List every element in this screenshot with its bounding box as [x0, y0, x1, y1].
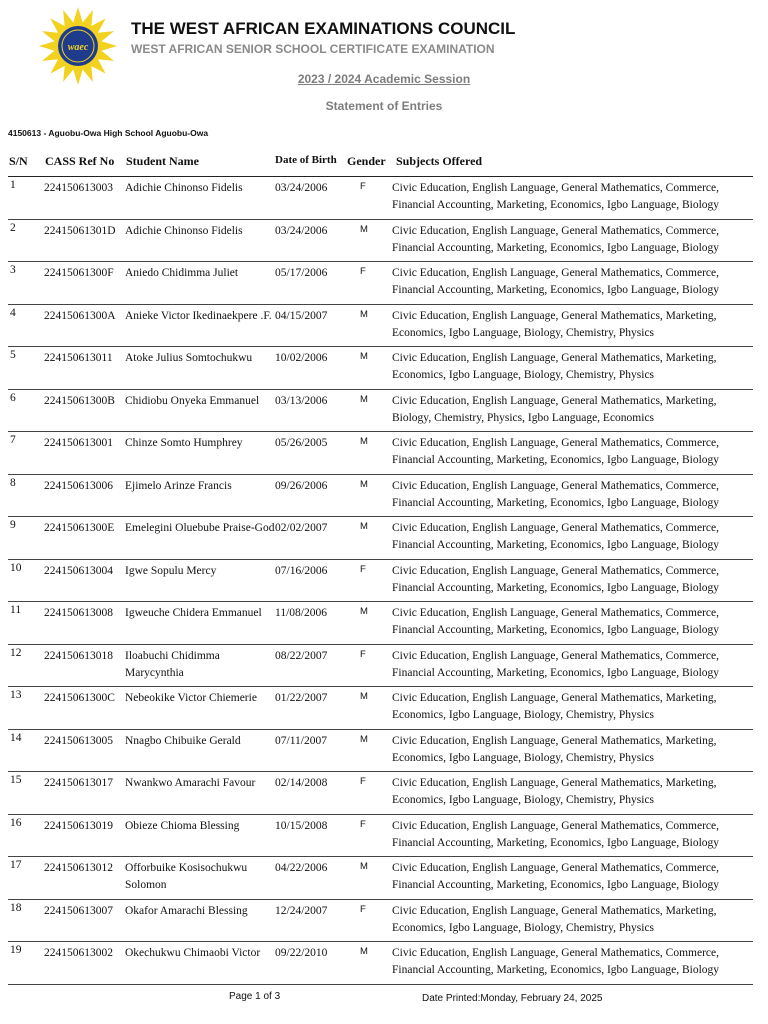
row-cass-ref: 22415061300A: [44, 309, 116, 322]
row-gender: M: [360, 393, 368, 405]
row-sn: 3: [10, 264, 16, 276]
row-student-name: Emelegini Oluebube Praise-God: [125, 522, 275, 534]
entries-table: [0, 177, 768, 985]
row-gender: M: [360, 946, 368, 957]
col-student-name: Student Name: [126, 154, 200, 168]
row-student-name: Nwankwo Amarachi Favour: [125, 777, 256, 789]
row-dob: 01/22/2007: [275, 692, 328, 704]
table-row: [8, 602, 753, 645]
page-number: Page 1 of 3: [229, 991, 281, 1002]
table-row: [8, 730, 753, 773]
row-sn: 17: [10, 859, 22, 871]
row-dob: 03/24/2006: [275, 182, 328, 194]
table-row: [8, 347, 753, 390]
row-dob: 03/13/2006: [275, 394, 328, 407]
row-student-name: Adichie Chinonso Fidelis: [125, 224, 243, 237]
row-cass-ref: 224150613019: [44, 819, 113, 832]
row-gender: M: [360, 521, 368, 532]
row-cass-ref: 224150613003: [44, 182, 113, 194]
row-subjects: Civic Education, English Language, General Mathematics, Commerce, Financial Accounting, Marketing, Economics, Igbo Language, Biology: [392, 862, 720, 891]
row-student-name: Igwe Sopulu Mercy: [125, 564, 217, 577]
table-row: [8, 857, 753, 900]
table-row: [8, 305, 753, 348]
table-header: [0, 154, 768, 176]
table-row: [8, 687, 753, 730]
row-gender: M: [360, 861, 368, 872]
row-dob: 05/17/2006: [275, 267, 328, 279]
col-subjects: Subjects Offered: [396, 154, 483, 168]
table-row: [8, 517, 753, 560]
row-sn: 6: [10, 391, 16, 404]
row-sn: 10: [10, 561, 22, 574]
row-gender: M: [360, 606, 368, 617]
row-dob: 07/11/2007: [275, 734, 327, 747]
row-student-name: Iloabuchi Chidimma Marycynthia: [125, 649, 220, 679]
row-student-name: Chinze Somto Humphrey: [125, 437, 243, 449]
row-sn: 5: [10, 349, 16, 361]
statement-title: Statement of Entries: [325, 99, 443, 113]
row-cass-ref: 224150613008: [44, 607, 113, 619]
row-dob: 08/22/2007: [275, 649, 328, 662]
table-row: [8, 772, 753, 815]
row-dob: 05/26/2005: [275, 437, 328, 449]
row-sn: 19: [10, 944, 22, 956]
row-cass-ref: 22415061300B: [44, 394, 115, 407]
row-subjects: Civic Education, English Language, General Mathematics, Marketing, Economics, Igbo Language, Biology, Chemistry, Physics: [392, 692, 717, 721]
council-title: THE WEST AFRICAN EXAMINATIONS COUNCIL: [131, 19, 516, 38]
table-row: [8, 475, 753, 518]
row-gender: M: [360, 691, 368, 702]
row-student-name: Aniedo Chidimma Juliet: [125, 267, 239, 279]
col-sn: S/N: [9, 154, 28, 168]
table-row: [8, 815, 753, 858]
row-dob: 04/22/2006: [275, 862, 328, 874]
row-gender: M: [360, 223, 368, 235]
row-dob: 02/14/2008: [275, 777, 328, 789]
row-dob: 04/15/2007: [275, 309, 328, 322]
row-sn: 15: [10, 774, 22, 786]
row-cass-ref: 224150613002: [44, 947, 113, 959]
row-subjects: Civic Education, English Language, General Mathematics, Commerce, Financial Accounting, Marketing, Economics, Igbo Language, Biology: [392, 819, 720, 849]
row-gender: F: [360, 648, 366, 660]
row-dob: 12/24/2007: [275, 904, 328, 917]
row-cass-ref: 22415061300E: [44, 522, 115, 534]
row-student-name: Ejimelo Arinze Francis: [125, 479, 232, 492]
col-gender: Gender: [347, 154, 386, 168]
row-subjects: Civic Education, English Language, General Mathematics, Commerce, Financial Accounting, Marketing, Economics, Igbo Language, Biology: [392, 437, 720, 466]
row-subjects: Civic Education, English Language, General Mathematics, Commerce, Financial Accounting, Marketing, Economics, Igbo Language, Biology: [392, 564, 720, 594]
row-sn: 8: [10, 476, 16, 489]
row-student-name: Okafor Amarachi Blessing: [125, 904, 248, 917]
row-student-name: Igweuche Chidera Emmanuel: [125, 607, 262, 619]
row-gender: M: [360, 478, 368, 490]
row-sn: 12: [10, 646, 22, 659]
table-row: [8, 390, 753, 433]
row-gender: F: [360, 563, 366, 575]
row-student-name: Okechukwu Chimaobi Victor: [125, 947, 261, 959]
table-row: [8, 432, 753, 475]
row-student-name: Nnagbo Chibuike Gerald: [125, 734, 241, 747]
row-subjects: Civic Education, English Language, General Mathematics, Marketing, Economics, Igbo Language, Biology, Chemistry, Physics: [392, 309, 717, 339]
row-cass-ref: 22415061300C: [44, 692, 115, 704]
date-printed: Date Printed:Monday, February 24, 2025: [422, 993, 603, 1004]
row-student-name: Obieze Chioma Blessing: [125, 819, 240, 832]
row-sn: 13: [10, 689, 22, 701]
row-sn: 11: [10, 604, 22, 616]
row-cass-ref: 224150613004: [44, 564, 113, 577]
row-student-name: Nebeokike Victor Chiemerie: [125, 692, 257, 704]
row-gender: M: [360, 733, 368, 745]
row-subjects: Civic Education, English Language, General Mathematics, Marketing, Biology, Chemistry, Physics, Igbo Language, Economics: [392, 394, 717, 424]
row-dob: 03/24/2006: [275, 224, 328, 237]
table-row: [8, 942, 753, 985]
row-dob: 11/08/2006: [275, 607, 327, 619]
row-student-name: Anieke Victor Ikedinaekpere .F.: [125, 309, 272, 322]
row-gender: F: [360, 776, 366, 787]
row-subjects: Civic Education, English Language, General Mathematics, Commerce, Financial Accounting, Marketing, Economics, Igbo Language, Biology: [392, 182, 720, 211]
row-subjects: Civic Education, English Language, General Mathematics, Marketing, Economics, Igbo Language, Biology, Chemistry, Physics: [392, 777, 717, 806]
row-subjects: Civic Education, English Language, General Mathematics, Commerce, Financial Accounting, Marketing, Economics, Igbo Language, Biology: [392, 224, 720, 254]
row-sn: 4: [10, 306, 16, 319]
row-sn: 16: [10, 816, 22, 829]
row-subjects: Civic Education, English Language, General Mathematics, Commerce, Financial Accounting, Marketing, Economics, Igbo Language, Biology: [392, 522, 720, 551]
exam-subtitle: WEST AFRICAN SENIOR SCHOOL CERTIFICATE EXAMINATION: [131, 42, 495, 56]
row-subjects: Civic Education, English Language, General Mathematics, Marketing, Economics, Igbo Language, Biology, Chemistry, Physics: [392, 352, 717, 381]
table-row: [8, 560, 753, 603]
row-gender: M: [360, 436, 368, 447]
table-row: [8, 220, 753, 263]
row-gender: F: [360, 903, 366, 915]
row-subjects: Civic Education, English Language, General Mathematics, Marketing, Economics, Igbo Language, Biology, Chemistry, Physics: [392, 734, 717, 764]
row-dob: 09/22/2010: [275, 947, 328, 959]
row-gender: M: [360, 351, 368, 362]
row-cass-ref: 22415061300F: [44, 267, 114, 279]
row-sn: 7: [10, 434, 16, 446]
row-sn: 14: [10, 731, 22, 744]
row-cass-ref: 224150613006: [44, 479, 113, 492]
academic-session: 2023 / 2024 Academic Session: [297, 72, 471, 86]
row-subjects: Civic Education, English Language, General Mathematics, Commerce, Financial Accounting, Marketing, Economics, Igbo Language, Biology: [392, 607, 720, 636]
row-gender: F: [360, 818, 366, 830]
row-sn: 18: [10, 901, 22, 914]
row-subjects: Civic Education, English Language, General Mathematics, Commerce, Financial Accounting, Marketing, Economics, Igbo Language, Biology: [392, 649, 720, 679]
row-cass-ref: 224150613001: [44, 437, 113, 449]
table-row: [8, 262, 753, 305]
school-name: 4150613 - Aguobu-Owa High School Aguobu-Owa: [8, 128, 209, 138]
row-gender: M: [360, 308, 368, 320]
row-student-name: Atoke Julius Somtochukwu: [125, 352, 253, 364]
row-dob: 10/02/2006: [275, 352, 328, 364]
row-cass-ref: 224150613005: [44, 734, 113, 747]
col-cass-ref: CASS Ref No: [45, 154, 115, 168]
row-gender: F: [360, 181, 366, 192]
row-sn: 9: [10, 519, 16, 531]
col-dob: Date of Birth: [275, 154, 337, 166]
row-subjects: Civic Education, English Language, General Mathematics, Commerce, Financial Accounting, Marketing, Economics, Igbo Language, Biology: [392, 947, 720, 976]
row-cass-ref: 224150613018: [44, 649, 113, 662]
row-dob: 02/02/2007: [275, 522, 328, 534]
row-dob: 09/26/2006: [275, 479, 328, 492]
row-subjects: Civic Education, English Language, General Mathematics, Commerce, Financial Accounting, Marketing, Economics, Igbo Language, Biology: [392, 479, 720, 509]
row-sn: 2: [10, 221, 16, 234]
row-student-name: Chidiobu Onyeka Emmanuel: [125, 394, 260, 407]
row-dob: 10/15/2008: [275, 819, 328, 832]
row-student-name: Offorbuike Kosisochukwu Solomon: [125, 862, 248, 891]
row-cass-ref: 22415061301D: [44, 224, 116, 237]
row-subjects: Civic Education, English Language, General Mathematics, Commerce, Financial Accounting, Marketing, Economics, Igbo Language, Biology: [392, 267, 720, 296]
logo-text: waec: [67, 42, 89, 53]
row-cass-ref: 224150613017: [44, 777, 113, 789]
table-row: [8, 645, 753, 688]
row-dob: 07/16/2006: [275, 564, 328, 577]
row-gender: F: [360, 266, 366, 277]
row-cass-ref: 224150613011: [44, 352, 113, 364]
row-cass-ref: 224150613007: [44, 904, 113, 917]
table-row: [8, 900, 753, 943]
row-cass-ref: 224150613012: [44, 862, 113, 874]
table-row: [8, 177, 753, 220]
row-subjects: Civic Education, English Language, General Mathematics, Marketing, Economics, Igbo Language, Biology, Chemistry, Physics: [392, 904, 717, 934]
row-sn: 1: [10, 179, 16, 191]
row-student-name: Adichie Chinonso Fidelis: [125, 182, 243, 194]
